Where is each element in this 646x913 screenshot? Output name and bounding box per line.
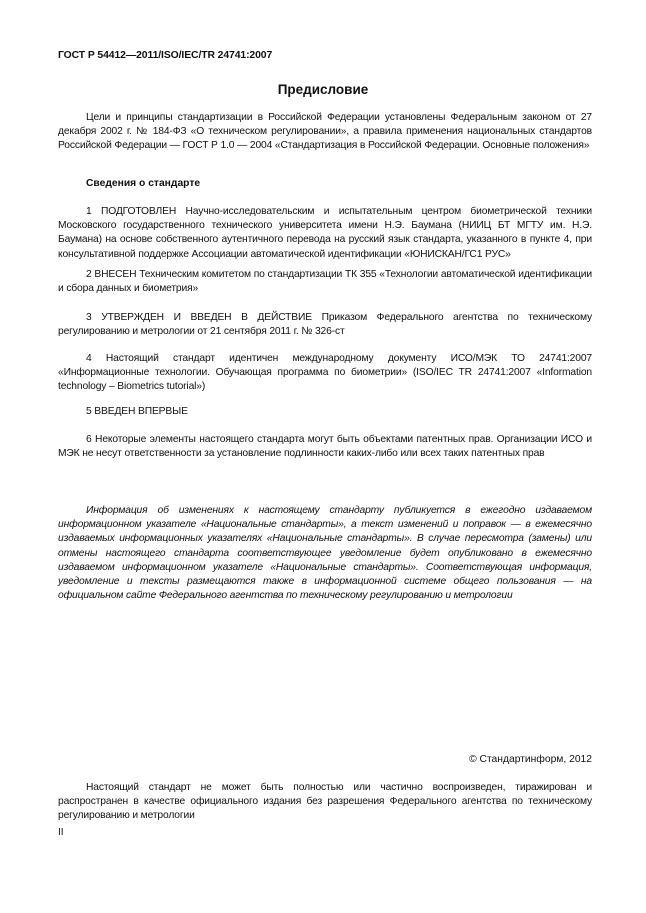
preface-intro: Цели и принципы стандартизации в Российской Федерации установлены Федеральным законом от 27 декабря 2002 г. № 184-ФЗ «О техническом регулировании», а правила применения национальных стандартов Российской Федерации — ГОСТ Р 1.0 — 2004 «Стандартизация в Российской Федерации. Основные положения» [58, 112, 592, 152]
document-header: ГОСТ Р 54412—2011/ISO/IEC/TR 24741:2007 [58, 50, 273, 61]
copyright-notice: © Стандартинформ, 2012 [469, 754, 592, 765]
info-item-4: 4 Настоящий стандарт идентичен международному документу ИСО/МЭК ТО 24741:2007 «Информационные технологии. Обучающая программа по биометрии» (ISO/IEC TR 24741:2007 «Information technology – Biometrics tutorial») [58, 353, 592, 393]
info-item-1: 1 ПОДГОТОВЛЕН Научно-исследовательским и испытательным центром биометрической техники Московского государственного технического университета имени Н.Э. Баумана (НИИЦ БТ МГТУ им. Н.Э. Баумана) на основе собственного аутентичного перевода на русский язык стандарта, указанного в пункте 4, при консультативной поддержке Ассоциации автоматической идентификации «ЮНИСКАН/ГС1 РУС» [58, 206, 592, 260]
section-heading: Сведения о стандарте [86, 178, 201, 189]
info-item-5: 5 ВВЕДЕН ВПЕРВЫЕ [86, 406, 188, 417]
change-notice: Информация об изменениях к настоящему стандарту публикуется в ежегодно издаваемом информационном указателе «Национальные стандарты», а текст изменений и поправок — в ежемесячно издаваемых информационных указателях «Национальные стандарты». В случае пересмотра (замены) или отмены настоящего стандарта соответствующее уведомление будет опубликовано в ежемесячно издаваемом информационном указателе «Национальные стандарты». Соответствующая информация, уведомление и тексты размещаются также в информационной системе общего пользования — на официальном сайте Федерального агентства по техническому регулированию и метрологии [58, 505, 592, 602]
page-title: Предисловие [277, 82, 369, 97]
info-item-3: 3 УТВЕРЖДЕН И ВВЕДЕН В ДЕЙСТВИЕ Приказом Федерального агентства по техническому регулированию и метрологии от 21 сентября 2011 г. № 326-ст [58, 312, 592, 338]
info-item-2: 2 ВНЕСЕН Техническим комитетом по стандартизации ТК 355 «Технологии автоматической идентификации и сбора данных и биометрия» [58, 269, 592, 295]
reproduction-notice: Настоящий стандарт не может быть полностью или частично воспроизведен, тиражирован и распространен в качестве официального издания без разрешения Федерального агентства по техническому регулированию и метрологии [58, 782, 592, 822]
page-number: II [58, 827, 64, 838]
info-item-6: 6 Некоторые элементы настоящего стандарта могут быть объектами патентных прав. Организации ИСО и МЭК не несут ответственности за установление подлинности каких-либо или всех таких патентных прав [58, 434, 592, 460]
